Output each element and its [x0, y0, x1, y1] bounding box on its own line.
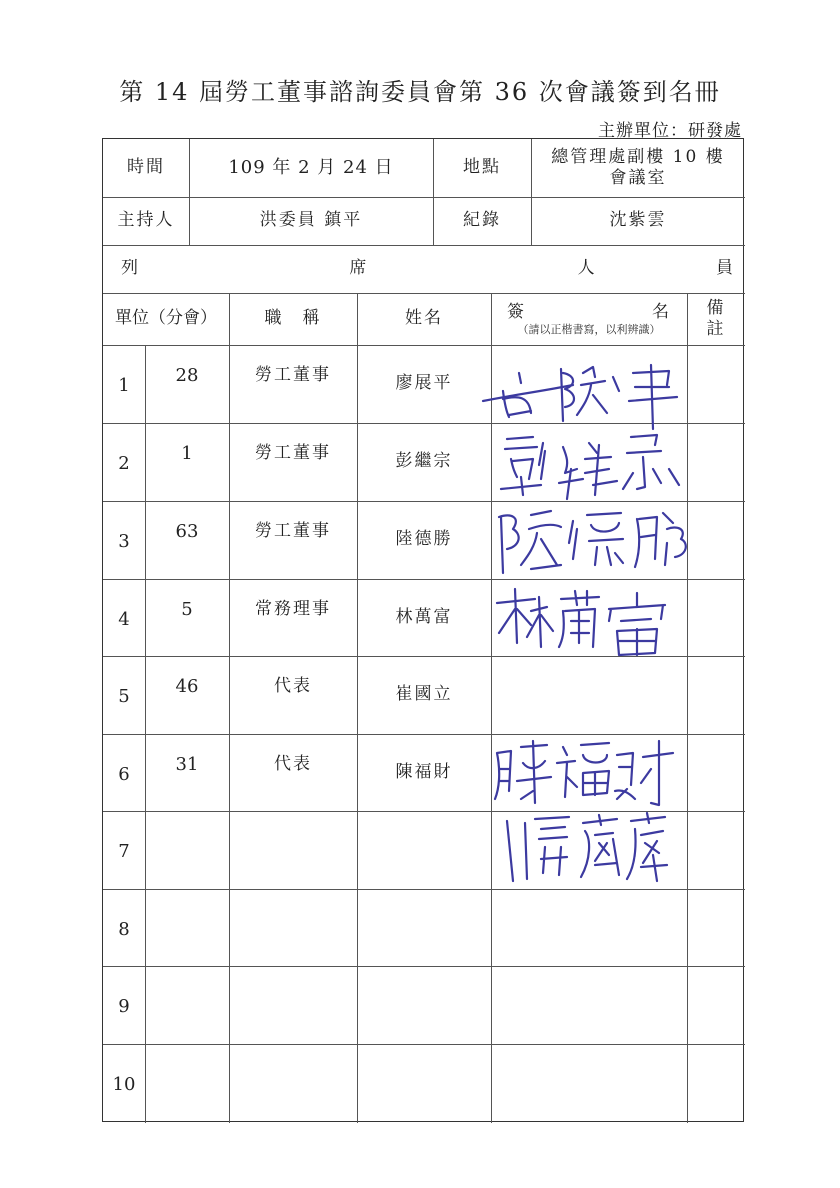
column-header-signature: [491, 293, 687, 345]
row-name: [357, 1044, 491, 1123]
row-number: 5: [118, 686, 130, 707]
column-header-name: 姓名: [405, 308, 443, 329]
row-number: 6: [118, 764, 130, 785]
row-remark-field: [687, 656, 745, 734]
remark-line1: 備: [706, 297, 726, 318]
row-signature-field: [491, 889, 687, 966]
table-row: [103, 889, 745, 966]
row-name: [357, 966, 491, 1044]
place-value-line1: 總管理處副樓 10 樓: [551, 146, 725, 167]
row-unit: [145, 966, 229, 1044]
row-number: 3: [118, 531, 130, 552]
banner-char: 席: [349, 258, 369, 279]
row-unit: [145, 811, 229, 889]
row-name: 崔國立: [395, 684, 453, 704]
row-title: 勞工董事: [255, 521, 331, 541]
place-value-line2: 會議室: [609, 168, 667, 188]
time-label: 時間: [127, 157, 165, 178]
sign-in-table: [102, 138, 744, 1122]
row-unit: 31: [175, 754, 199, 775]
row-unit: [145, 889, 229, 966]
banner-char: 員: [715, 258, 735, 279]
banner-char: 列: [121, 258, 140, 279]
place-label: 地點: [463, 157, 501, 178]
row-name: 彭繼宗: [395, 451, 453, 471]
row-name: 陸德勝: [395, 529, 453, 549]
row-number: 10: [112, 1074, 136, 1095]
row-unit: 28: [175, 365, 199, 386]
signature-header-left: 簽: [507, 301, 526, 322]
row-name: [357, 889, 491, 966]
table-row: [103, 1044, 745, 1123]
row-remark-field: [687, 1044, 745, 1123]
row-name: 林萬富: [395, 607, 453, 627]
signature-row-7: [495, 809, 675, 889]
recorder-label: 紀錄: [463, 210, 501, 231]
signature-row-2: [493, 429, 683, 509]
row-signature-field: [491, 656, 687, 734]
attendees-banner: [103, 245, 745, 293]
row-remark-field: [687, 889, 745, 966]
row-remark-field: [687, 811, 745, 889]
organizer-label: 主辦單位：研發處: [598, 121, 742, 141]
signature-row-6: [487, 733, 687, 813]
row-number: 8: [118, 919, 130, 940]
row-unit: 46: [175, 676, 199, 697]
row-title: 常務理事: [255, 599, 331, 619]
row-unit: [145, 1044, 229, 1123]
document-title: 第 14 屆勞工董事諮詢委員會第 36 次會議簽到名冊: [119, 78, 721, 106]
time-value: 109 年 2 月 24 日: [228, 156, 394, 178]
banner-char: 人: [577, 258, 597, 279]
row-number: 7: [118, 841, 130, 862]
row-name: 陳福財: [395, 762, 453, 782]
host-value: 洪委員 鎮平: [259, 210, 363, 231]
row-number: 2: [118, 453, 130, 474]
row-remark-field: [687, 345, 745, 423]
row-remark-field: [687, 501, 745, 579]
row-title: [229, 811, 357, 889]
row-number: 9: [118, 996, 130, 1017]
row-signature-field: [491, 966, 687, 1044]
row-name: 廖展平: [395, 373, 453, 393]
signature-header-right: 名: [652, 301, 671, 322]
row-title: 勞工董事: [255, 443, 331, 463]
column-header-remark: [687, 293, 745, 345]
row-title: [229, 966, 357, 1044]
row-title: 代表: [274, 754, 312, 774]
signature-note: （請以正楷書寫，以利辨識）: [517, 322, 661, 336]
signature-row-4: [491, 581, 691, 661]
row-number: 4: [118, 609, 130, 630]
row-remark-field: [687, 423, 745, 501]
remark-line2: 註: [706, 319, 726, 339]
row-unit: 5: [181, 599, 193, 620]
row-title: 代表: [274, 676, 312, 696]
row-signature-field: [491, 1044, 687, 1123]
host-label: 主持人: [117, 210, 175, 231]
row-unit: 63: [175, 521, 199, 542]
row-unit: 1: [181, 443, 193, 464]
row-remark-field: [687, 966, 745, 1044]
row-title: 勞工董事: [255, 365, 331, 385]
row-name: [357, 811, 491, 889]
row-number: 1: [118, 375, 130, 396]
row-title: [229, 889, 357, 966]
place-value: [531, 139, 745, 197]
row-remark-field: [687, 579, 745, 656]
row-title: [229, 1044, 357, 1123]
table-row: [103, 966, 745, 1044]
signature-row-3: [491, 503, 691, 583]
column-header-title: 職 稱: [264, 308, 322, 329]
column-header-unit: 單位（分會）: [115, 308, 217, 329]
row-remark-field: [687, 734, 745, 811]
signature-row-1: [473, 351, 693, 431]
recorder-value: 沈紫雲: [609, 210, 667, 231]
table-row: [103, 656, 745, 734]
